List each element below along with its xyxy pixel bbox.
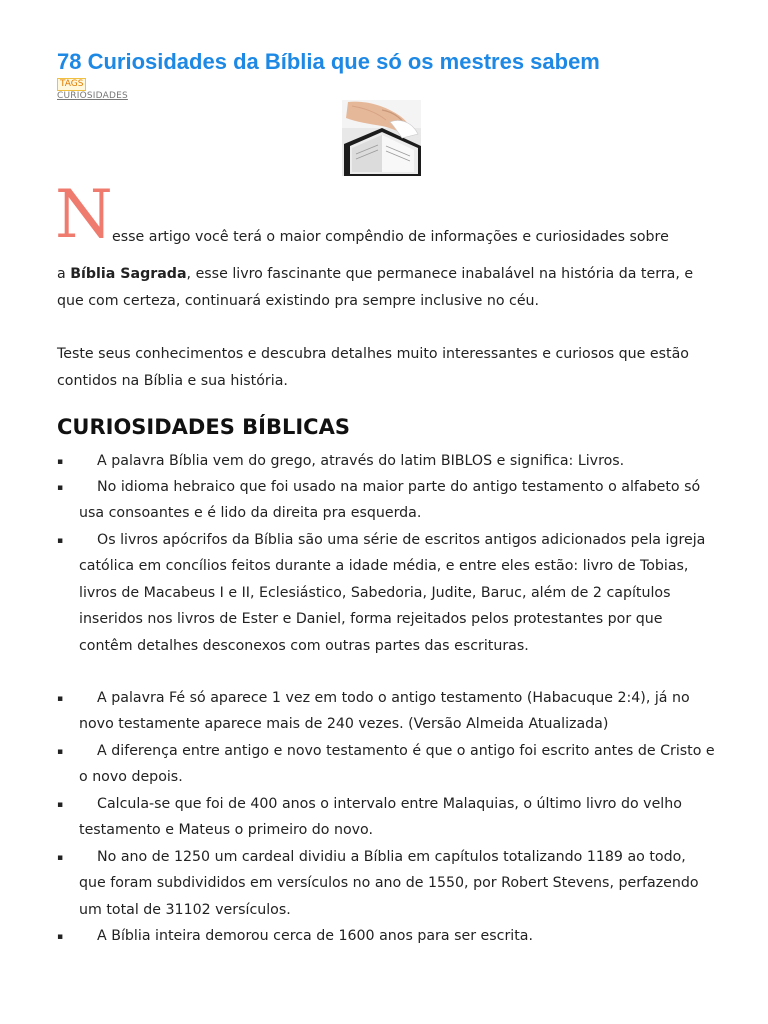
drop-cap: N	[55, 176, 113, 253]
list-item-line: A palavra Bíblia vem do grego, através do latim BIBLOS e significa: Livros.	[79, 453, 625, 469]
bullet-marker: ▪	[57, 457, 64, 467]
list-item-line: testamento e Mateus o primeiro do novo.	[79, 822, 373, 839]
tag-link-curiosidades[interactable]: CURIOSIDADES	[57, 91, 128, 101]
list-item-line: usa consoantes e é lido da direita pra esquerda.	[79, 505, 422, 522]
intro-line-3: que com certeza, continuará existindo pra sempre inclusive no céu.	[57, 293, 540, 309]
bullet-marker: ▪	[57, 747, 64, 757]
list-item-line: Os livros apócrifos da Bíblia são uma série de escritos antigos adicionados pela igreja	[79, 532, 706, 548]
bullet-marker: ▪	[57, 853, 64, 863]
list-item-line: A diferença entre antigo e novo testamento é que o antigo foi escrito antes de Cristo e	[79, 743, 715, 759]
list-item-line: livros de Macabeus I e II, Eclesiástico, Sabedoria, Judite, Baruc, além de 2 capítulos	[79, 584, 671, 601]
article-title[interactable]: 78 Curiosidades da Bíblia que só os mestres sabem	[57, 49, 600, 74]
list-item-line: contêm detalhes desconexos com outras partes das escrituras.	[79, 637, 529, 654]
bullet-marker: ▪	[57, 483, 64, 493]
list-item-line: que foram subdivididos em versículos no ano de 1550, por Robert Stevens, perfazendo	[79, 875, 699, 892]
tags-label: TAGS	[57, 78, 86, 91]
list-item-line: Calcula-se que foi de 400 anos o intervalo entre Malaquias, o último livro do velho	[79, 796, 682, 812]
paragraph-2-line-1: Teste seus conhecimentos e descubra detalhes muito interessantes e curiosos que estão	[57, 346, 689, 362]
list-item-line: novo testamente aparece mais de 240 vezes. (Versão Almeida Atualizada)	[79, 716, 609, 733]
list-item-line: A Bíblia inteira demorou cerca de 1600 anos para ser escrita.	[79, 928, 534, 944]
paragraph-2-line-2: contidos na Bíblia e sua história.	[57, 373, 288, 389]
list-item-line: católica em concílios feitos durante a idade média, e entre eles estão: livro de Tobias,	[79, 558, 689, 575]
list-item-line: No idioma hebraico que foi usado na maior parte do antigo testamento o alfabeto só	[79, 479, 701, 495]
intro-line-2: a Bíblia Sagrada, esse livro fascinante que permanece inabalável na história da terra, e	[57, 266, 694, 282]
list-item-line: o novo depois.	[79, 769, 183, 786]
bullet-marker: ▪	[57, 536, 64, 546]
intro-line-1: esse artigo você terá o maior compêndio de informações e curiosidades sobre	[112, 229, 669, 245]
book-photo-image	[342, 100, 421, 176]
bullet-marker: ▪	[57, 800, 64, 810]
section-heading: CURIOSIDADES BÍBLICAS	[57, 415, 350, 439]
bullet-marker: ▪	[57, 932, 64, 942]
list-item-line: No ano de 1250 um cardeal dividiu a Bíblia em capítulos totalizando 1189 ao todo,	[79, 849, 686, 865]
list-item-line: A palavra Fé só aparece 1 vez em todo o antigo testamento (Habacuque 2:4), já no	[79, 690, 690, 706]
list-item-line: um total de 31102 versículos.	[79, 901, 291, 918]
bible-emphasis: Bíblia Sagrada	[70, 266, 187, 282]
list-item-line: inseridos nos livros de Ester e Daniel, forma rejeitados pelos protestantes por que	[79, 611, 663, 628]
bullet-marker: ▪	[57, 694, 64, 704]
